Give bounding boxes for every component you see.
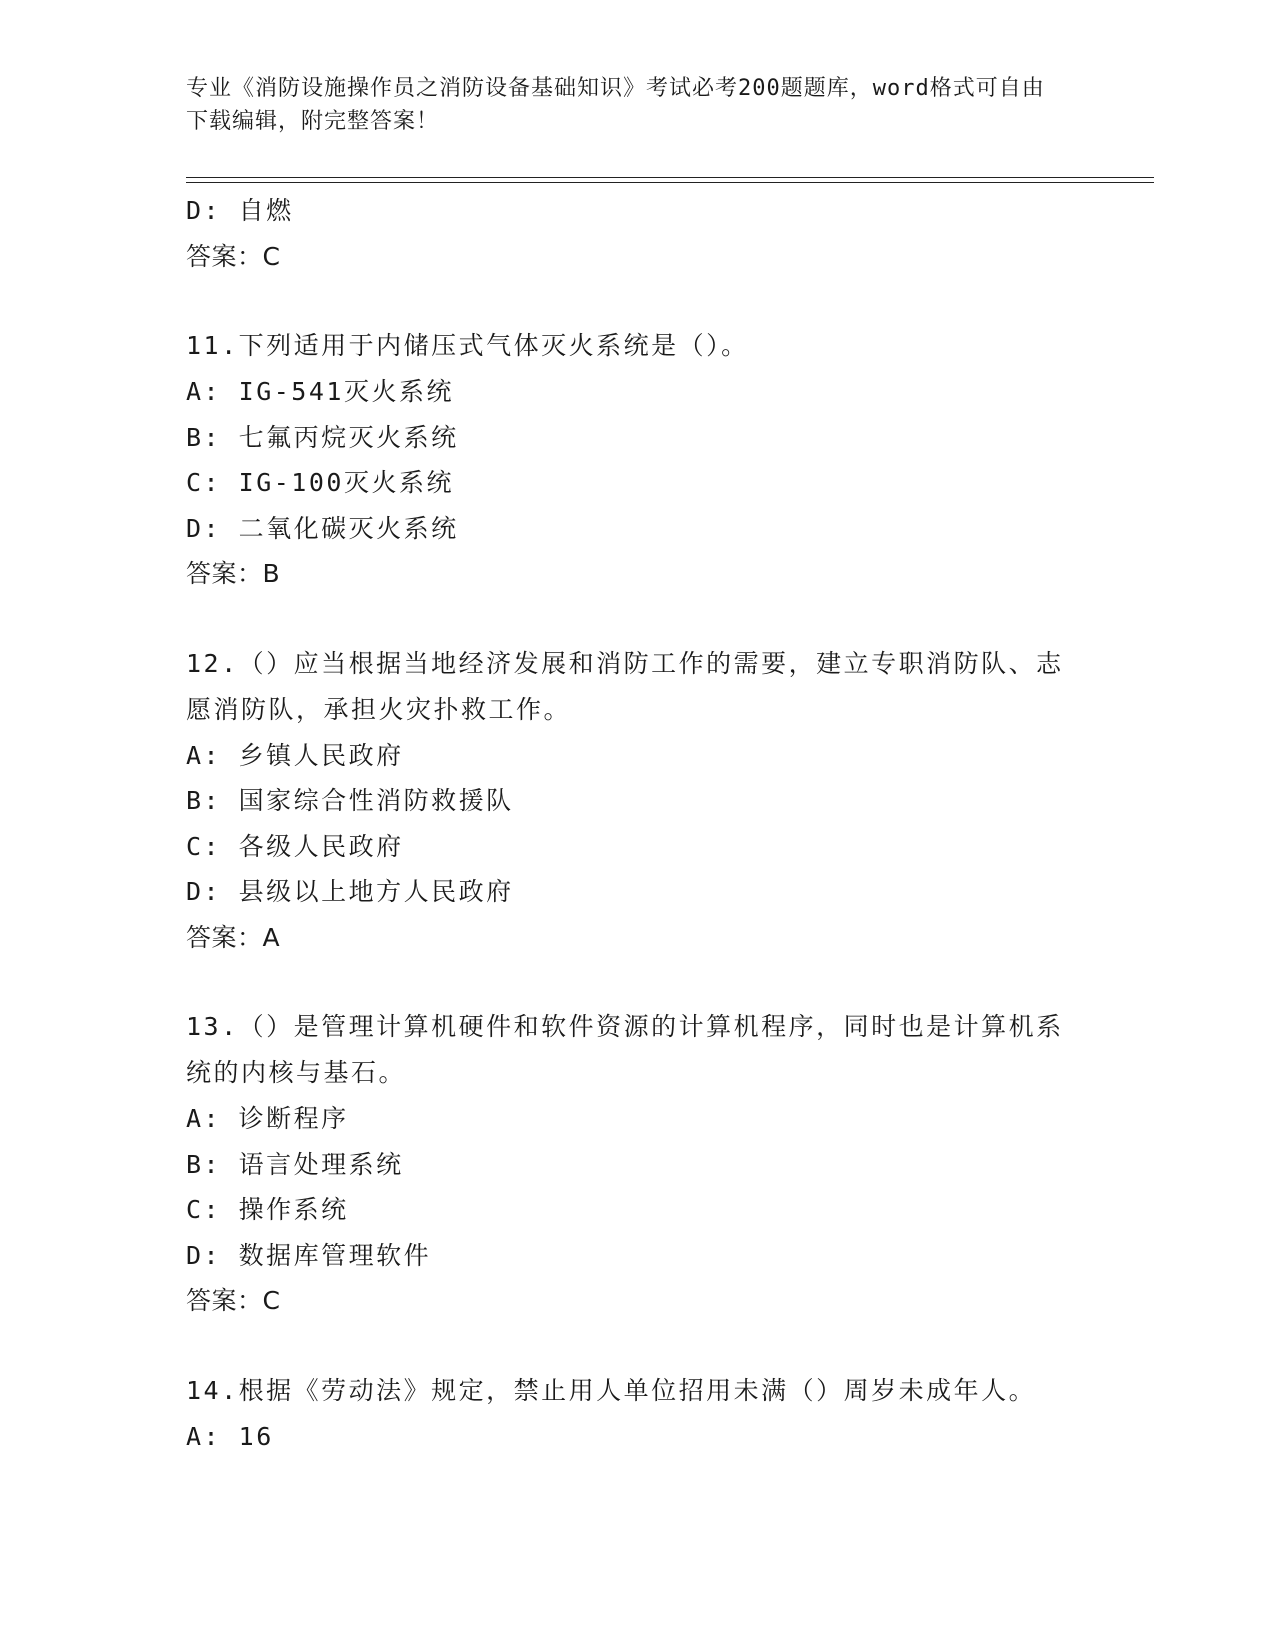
- option-d: D: 二氧化碳灭火系统: [186, 513, 459, 543]
- option-d: D: 数据库管理软件: [186, 1240, 432, 1270]
- question-13: [186, 1004, 1086, 1324]
- question-text: 11.下列适用于内储压式气体灭火系统是（）。: [186, 331, 749, 360]
- option-b: B: 七氟丙烷灭火系统: [186, 422, 459, 452]
- question-list: [186, 188, 1086, 1459]
- header-divider-top: [186, 177, 1154, 178]
- answer: 答案：C: [186, 1286, 281, 1315]
- header-divider-bottom: [186, 182, 1154, 183]
- option-a: A: 乡镇人民政府: [186, 740, 404, 770]
- option-d: D: 自燃: [186, 196, 294, 225]
- option-c: C: 操作系统: [186, 1195, 349, 1224]
- option-a: A: 诊断程序: [186, 1104, 349, 1133]
- answer: 答案：B: [186, 559, 281, 588]
- option-d: D: 县级以上地方人民政府: [186, 877, 514, 906]
- answer: 答案：C: [186, 241, 281, 271]
- question-12: [186, 641, 1086, 961]
- question-text: 14.根据《劳动法》规定，禁止用人单位招用未满（）周岁未成年人。: [186, 1375, 1037, 1405]
- option-a: A: IG-541灭火系统: [186, 377, 454, 406]
- option-b: B: 语言处理系统: [186, 1149, 404, 1179]
- option-b: B: 国家综合性消防救援队: [186, 786, 514, 815]
- question-14: [186, 1368, 1086, 1460]
- question-text: 13.（）是管理计算机硬件和软件资源的计算机程序，同时也是计算机系统的内核与基石。: [186, 1012, 1064, 1087]
- answer: 答案：A: [186, 922, 281, 952]
- option-c: C: IG-100灭火系统: [186, 468, 454, 497]
- option-c: C: 各级人民政府: [186, 831, 404, 861]
- option-a: A: 16: [186, 1421, 274, 1451]
- question-11: [186, 323, 1086, 597]
- question-text: 12.（）应当根据当地经济发展和消防工作的需要，建立专职消防队、志愿消防队，承担火灾扑救工作。: [186, 648, 1064, 724]
- document-header: 专业《消防设施操作员之消防设备基础知识》考试必考200题题库，word格式可自由下载编辑，附完整答案！: [186, 76, 1045, 134]
